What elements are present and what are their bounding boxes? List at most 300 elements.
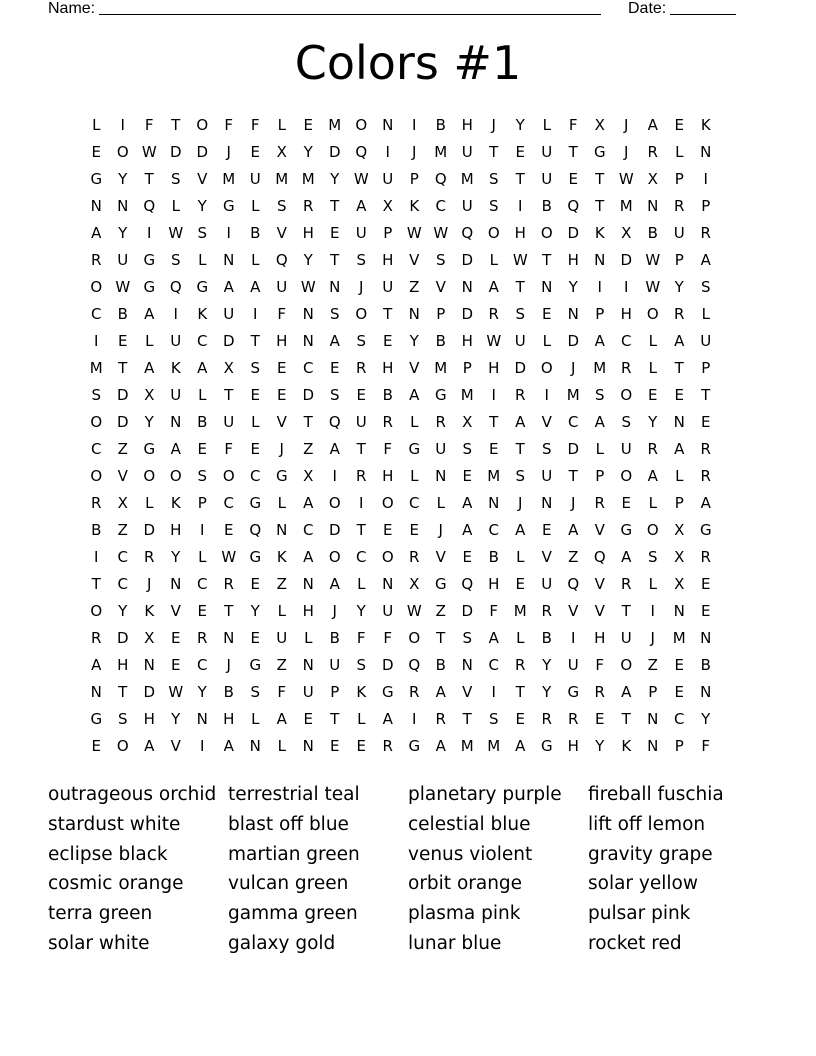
word-item: plasma pink: [408, 903, 521, 925]
grid-letter: F: [701, 737, 711, 755]
grid-letter: B: [382, 386, 393, 404]
grid-letter: A: [276, 710, 287, 728]
grid-letter: W: [168, 683, 184, 701]
grid-letter: C: [488, 521, 499, 539]
grid-letter: Y: [118, 170, 128, 188]
grid-letter: R: [647, 143, 658, 161]
grid-letter: W: [168, 224, 184, 242]
grid-letter: D: [620, 251, 633, 269]
grid-letter: F: [356, 629, 366, 647]
grid-letter: M: [513, 602, 527, 620]
grid-letter: G: [540, 737, 553, 755]
grid-letter: B: [435, 656, 446, 674]
grid-letter: Q: [355, 143, 368, 161]
grid-letter: G: [196, 278, 209, 296]
grid-letter: N: [223, 629, 235, 647]
grid-letter: A: [329, 575, 340, 593]
grid-letter: M: [222, 170, 236, 188]
grid-letter: J: [491, 116, 496, 134]
grid-letter: U: [620, 629, 632, 647]
grid-letter: F: [224, 116, 234, 134]
grid-letter: Y: [303, 251, 313, 269]
grid-letter: X: [674, 548, 685, 566]
grid-letter: P: [648, 683, 658, 701]
grid-letter: D: [196, 143, 209, 161]
date-blank-line[interactable]: [670, 0, 736, 15]
grid-letter: R: [515, 656, 526, 674]
grid-letter: U: [567, 656, 579, 674]
grid-letter: G: [249, 548, 262, 566]
grid-letter: O: [620, 467, 633, 485]
grid-letter: E: [701, 413, 711, 431]
grid-letter: W: [115, 278, 131, 296]
grid-letter: T: [621, 710, 631, 728]
grid-letter: A: [515, 521, 526, 539]
grid-letter: M: [434, 143, 448, 161]
grid-letter: D: [461, 602, 474, 620]
grid-letter: L: [92, 116, 101, 134]
word-item: blast off blue: [228, 813, 349, 835]
grid-letter: A: [515, 413, 526, 431]
grid-letter: E: [250, 143, 260, 161]
grid-letter: D: [328, 521, 341, 539]
grid-letter: M: [301, 170, 315, 188]
grid-letter: A: [303, 494, 314, 512]
grid-letter: O: [116, 143, 129, 161]
grid-letter: A: [621, 548, 632, 566]
grid-letter: I: [147, 224, 152, 242]
grid-letter: T: [595, 170, 605, 188]
grid-letter: Y: [197, 683, 207, 701]
grid-letter: A: [170, 440, 181, 458]
grid-letter: Q: [169, 278, 182, 296]
grid-letter: I: [412, 710, 417, 728]
grid-letter: M: [593, 359, 607, 377]
grid-letter: R: [356, 467, 367, 485]
grid-letter: E: [197, 602, 207, 620]
grid-letter: O: [328, 548, 341, 566]
grid-letter: W: [406, 224, 422, 242]
grid-letter: R: [700, 467, 711, 485]
grid-letter: F: [144, 116, 154, 134]
grid-letter: V: [541, 413, 552, 431]
grid-letter: H: [117, 656, 129, 674]
grid-letter: N: [435, 467, 447, 485]
grid-letter: W: [512, 251, 528, 269]
grid-letter: G: [143, 251, 156, 269]
grid-letter: N: [249, 737, 261, 755]
grid-letter: E: [701, 602, 711, 620]
grid-letter: G: [567, 683, 580, 701]
grid-letter: H: [461, 116, 473, 134]
grid-letter: A: [462, 494, 473, 512]
grid-letter: N: [117, 197, 129, 215]
grid-letter: T: [330, 251, 340, 269]
grid-letter: E: [250, 440, 260, 458]
grid-letter: U: [382, 170, 394, 188]
date-label: Date:: [628, 0, 667, 17]
grid-letter: T: [91, 575, 101, 593]
grid-letter: H: [302, 224, 314, 242]
grid-letter: D: [222, 332, 235, 350]
grid-letter: H: [223, 710, 235, 728]
word-item: pulsar pink: [588, 903, 691, 925]
grid-letter: N: [329, 278, 341, 296]
grid-letter: J: [624, 116, 629, 134]
grid-letter: N: [90, 197, 102, 215]
grid-letter: Y: [674, 278, 684, 296]
grid-letter: D: [514, 359, 527, 377]
grid-letter: C: [568, 413, 579, 431]
grid-letter: T: [224, 602, 234, 620]
grid-letter: S: [515, 467, 526, 485]
grid-letter: S: [700, 278, 711, 296]
grid-letter: S: [356, 656, 367, 674]
grid-letter: W: [300, 278, 316, 296]
grid-letter: D: [567, 224, 580, 242]
grid-letter: P: [701, 197, 711, 215]
grid-letter: R: [91, 629, 102, 647]
grid-letter: A: [435, 737, 446, 755]
grid-letter: Z: [647, 656, 658, 674]
grid-letter: N: [143, 656, 155, 674]
grid-letter: Y: [330, 170, 340, 188]
grid-letter: G: [90, 170, 103, 188]
grid-letter: H: [514, 224, 526, 242]
grid-letter: J: [624, 143, 629, 161]
grid-letter: U: [700, 332, 712, 350]
grid-letter: E: [171, 656, 181, 674]
grid-row: [83, 220, 719, 247]
grid-letter: G: [90, 710, 103, 728]
grid-letter: T: [330, 197, 340, 215]
grid-letter: E: [383, 521, 393, 539]
grid-row: [83, 706, 719, 733]
grid-letter: X: [276, 143, 287, 161]
grid-letter: D: [116, 629, 129, 647]
word-column: [408, 780, 588, 959]
grid-letter: A: [356, 197, 367, 215]
grid-letter: C: [435, 197, 446, 215]
grid-letter: Y: [250, 602, 260, 620]
grid-letter: O: [196, 116, 209, 134]
grid-letter: A: [91, 656, 102, 674]
grid-letter: W: [486, 332, 502, 350]
grid-letter: T: [621, 602, 631, 620]
grid-letter: U: [249, 170, 261, 188]
grid-letter: R: [197, 629, 208, 647]
grid-letter: U: [170, 386, 182, 404]
word-item: gamma green: [228, 903, 358, 925]
grid-letter: M: [460, 386, 474, 404]
grid-letter: I: [385, 143, 390, 161]
grid-letter: J: [226, 656, 231, 674]
grid-letter: N: [196, 710, 208, 728]
grid-letter: T: [436, 629, 446, 647]
grid-letter: F: [250, 116, 260, 134]
grid-letter: D: [461, 305, 474, 323]
grid-letter: F: [277, 305, 287, 323]
grid-letter: C: [91, 440, 102, 458]
grid-letter: X: [382, 197, 393, 215]
grid-letter: W: [433, 224, 449, 242]
grid-letter: N: [90, 683, 102, 701]
grid-letter: E: [674, 386, 684, 404]
word-item: solar yellow: [588, 873, 698, 895]
word-item: stardust white: [48, 813, 181, 835]
grid-letter: S: [488, 710, 499, 728]
grid-letter: T: [489, 413, 499, 431]
grid-letter: L: [648, 494, 657, 512]
grid-letter: H: [594, 629, 606, 647]
grid-letter: A: [223, 737, 234, 755]
word-item: fireball fuschia: [588, 784, 724, 805]
grid-row: [83, 355, 719, 382]
grid-letter: F: [224, 440, 234, 458]
grid-letter: E: [674, 683, 684, 701]
grid-letter: N: [302, 656, 314, 674]
grid-letter: G: [699, 521, 712, 539]
grid-letter: E: [462, 548, 472, 566]
grid-letter: O: [116, 737, 129, 755]
grid-letter: U: [461, 197, 473, 215]
grid-letter: R: [382, 737, 393, 755]
grid-letter: A: [647, 116, 658, 134]
grid-letter: M: [460, 737, 474, 755]
grid-letter: A: [435, 683, 446, 701]
grid-letter: L: [357, 575, 366, 593]
grid-letter: X: [144, 629, 155, 647]
grid-row: [83, 679, 719, 706]
grid-letter: A: [700, 251, 711, 269]
grid-letter: L: [489, 251, 498, 269]
grid-letter: L: [145, 494, 154, 512]
grid-letter: B: [647, 224, 658, 242]
grid-letter: Q: [461, 224, 474, 242]
grid-letter: Y: [701, 710, 711, 728]
grid-letter: D: [302, 386, 315, 404]
grid-letter: C: [117, 548, 128, 566]
grid-letter: S: [170, 170, 181, 188]
grid-letter: B: [435, 116, 446, 134]
grid-letter: C: [250, 467, 261, 485]
grid-letter: C: [197, 575, 208, 593]
grid-letter: I: [491, 386, 496, 404]
grid-letter: U: [541, 170, 553, 188]
grid-letter: V: [409, 251, 420, 269]
grid-letter: B: [91, 521, 102, 539]
grid-letter: Y: [568, 278, 578, 296]
name-blank-line[interactable]: [99, 0, 601, 15]
grid-letter: T: [568, 143, 578, 161]
grid-row: [83, 463, 719, 490]
grid-letter: U: [276, 629, 288, 647]
grid-letter: Y: [118, 602, 128, 620]
grid-letter: L: [145, 332, 154, 350]
grid-letter: O: [222, 467, 235, 485]
grid-letter: E: [250, 629, 260, 647]
grid-letter: T: [515, 440, 525, 458]
grid-letter: U: [541, 467, 553, 485]
grid-letter: X: [409, 575, 420, 593]
grid-letter: A: [144, 359, 155, 377]
grid-letter: S: [170, 251, 181, 269]
grid-letter: C: [621, 332, 632, 350]
grid-letter: A: [144, 305, 155, 323]
grid-letter: F: [568, 116, 578, 134]
grid-letter: W: [221, 548, 237, 566]
grid-letter: Z: [568, 548, 579, 566]
grid-letter: C: [303, 359, 314, 377]
grid-letter: J: [650, 629, 655, 647]
grid-letter: C: [223, 494, 234, 512]
grid-letter: R: [647, 440, 658, 458]
grid-letter: I: [597, 278, 602, 296]
grid-letter: I: [226, 224, 231, 242]
grid-letter: O: [408, 629, 421, 647]
grid-letter: X: [621, 224, 632, 242]
grid-letter: F: [383, 629, 393, 647]
word-item: outrageous orchid: [48, 784, 217, 805]
grid-letter: K: [276, 548, 287, 566]
grid-letter: A: [303, 548, 314, 566]
grid-letter: I: [518, 197, 523, 215]
grid-letter: R: [621, 575, 632, 593]
grid-letter: E: [356, 386, 366, 404]
grid-letter: K: [356, 683, 367, 701]
grid-letter: E: [701, 575, 711, 593]
grid-letter: N: [461, 656, 473, 674]
grid-letter: X: [144, 386, 155, 404]
grid-letter: E: [303, 710, 313, 728]
grid-letter: N: [302, 305, 314, 323]
grid-letter: I: [332, 467, 337, 485]
grid-letter: J: [518, 494, 523, 512]
grid-row: [83, 328, 719, 355]
grid-letter: U: [223, 413, 235, 431]
grid-letter: M: [460, 170, 474, 188]
grid-letter: O: [90, 467, 103, 485]
grid-letter: E: [515, 143, 525, 161]
grid-letter: M: [566, 386, 580, 404]
grid-letter: Y: [542, 656, 552, 674]
grid-letter: A: [674, 332, 685, 350]
grid-letter: N: [700, 683, 712, 701]
grid-letter: Y: [542, 683, 552, 701]
grid-letter: Q: [461, 575, 474, 593]
grid-letter: N: [461, 278, 473, 296]
grid-letter: S: [197, 467, 208, 485]
grid-letter: L: [675, 467, 684, 485]
word-column: [588, 780, 768, 959]
grid-row: [83, 382, 719, 409]
grid-letter: D: [328, 143, 341, 161]
grid-row: [83, 193, 719, 220]
grid-letter: B: [250, 224, 261, 242]
grid-letter: A: [197, 359, 208, 377]
grid-letter: Y: [171, 710, 181, 728]
grid-letter: X: [674, 575, 685, 593]
grid-letter: U: [435, 440, 447, 458]
grid-letter: M: [487, 467, 501, 485]
word-column: [48, 780, 228, 959]
grid-letter: G: [143, 278, 156, 296]
grid-letter: S: [276, 197, 287, 215]
grid-letter: S: [541, 440, 552, 458]
grid-letter: O: [169, 467, 182, 485]
word-column: [228, 780, 408, 959]
grid-letter: Y: [197, 197, 207, 215]
grid-letter: Z: [117, 440, 128, 458]
grid-letter: L: [251, 413, 260, 431]
grid-letter: P: [436, 305, 446, 323]
grid-letter: R: [674, 197, 685, 215]
grid-letter: P: [701, 359, 711, 377]
grid-letter: J: [571, 359, 576, 377]
grid-letter: C: [197, 656, 208, 674]
grid-letter: O: [540, 359, 553, 377]
grid-letter: U: [302, 683, 314, 701]
grid-letter: M: [619, 197, 633, 215]
grid-letter: T: [171, 116, 181, 134]
grid-letter: E: [595, 710, 605, 728]
grid-letter: I: [703, 170, 708, 188]
grid-letter: Z: [276, 575, 287, 593]
grid-letter: A: [144, 737, 155, 755]
grid-row: [83, 166, 719, 193]
grid-letter: E: [303, 116, 313, 134]
grid-letter: V: [568, 602, 579, 620]
grid-letter: U: [117, 251, 129, 269]
grid-letter: I: [624, 278, 629, 296]
grid-letter: T: [383, 305, 393, 323]
grid-letter: Y: [303, 143, 313, 161]
grid-letter: L: [701, 305, 710, 323]
grid-letter: T: [542, 251, 552, 269]
grid-letter: L: [516, 629, 525, 647]
grid-letter: Y: [515, 116, 525, 134]
grid-letter: F: [595, 656, 605, 674]
grid-letter: S: [515, 305, 526, 323]
grid-letter: R: [409, 548, 420, 566]
grid-letter: M: [434, 359, 448, 377]
grid-letter: N: [276, 521, 288, 539]
grid-letter: W: [406, 602, 422, 620]
grid-letter: E: [489, 440, 499, 458]
grid-row: [83, 733, 719, 760]
grid-letter: V: [170, 602, 181, 620]
grid-letter: J: [332, 602, 337, 620]
grid-row: [83, 112, 719, 139]
grid-letter: U: [382, 602, 394, 620]
grid-letter: J: [412, 143, 417, 161]
grid-letter: N: [302, 575, 314, 593]
grid-letter: Y: [171, 548, 181, 566]
grid-letter: V: [541, 548, 552, 566]
grid-letter: O: [328, 494, 341, 512]
grid-letter: I: [491, 683, 496, 701]
grid-letter: C: [117, 575, 128, 593]
grid-row: [83, 139, 719, 166]
grid-letter: H: [567, 251, 579, 269]
grid-letter: L: [648, 359, 657, 377]
grid-letter: O: [90, 413, 103, 431]
grid-letter: L: [198, 386, 207, 404]
word-item: orbit orange: [408, 873, 523, 895]
grid-letter: O: [540, 224, 553, 242]
grid-letter: J: [359, 278, 364, 296]
grid-letter: O: [355, 116, 368, 134]
